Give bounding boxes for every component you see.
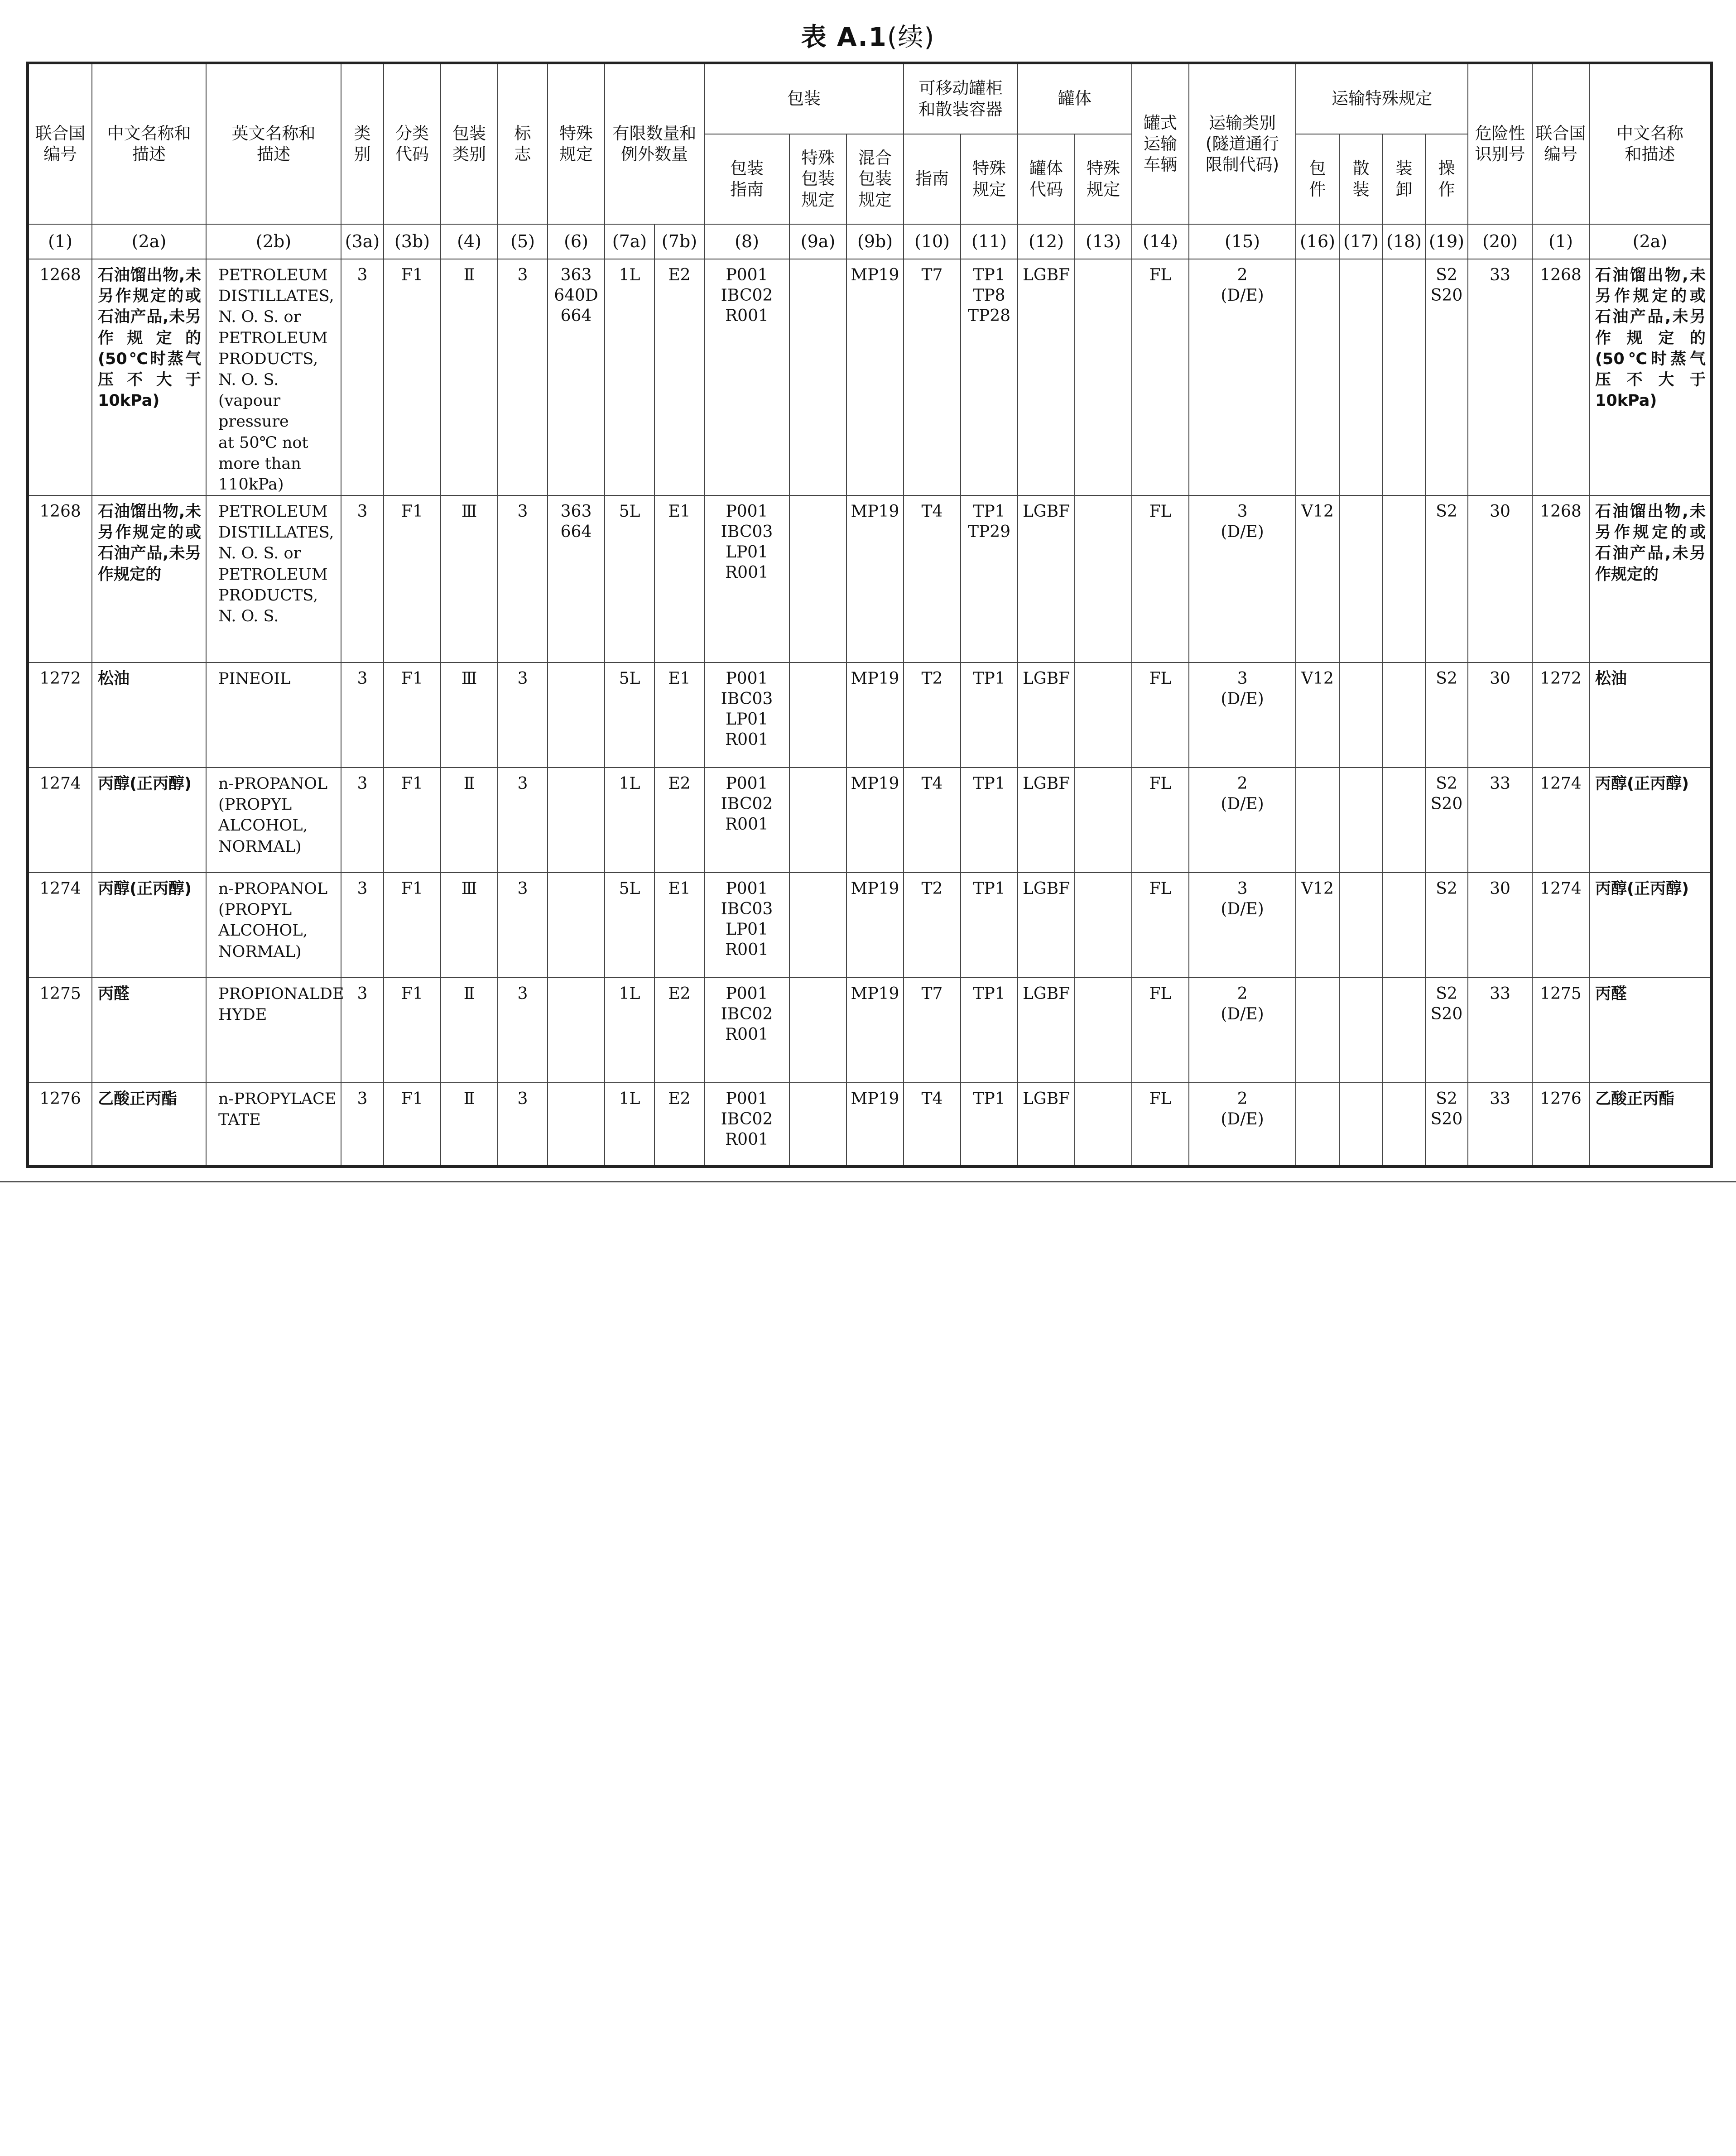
cell-classification-code: F1 (384, 1083, 441, 1167)
cell-un-number: 1272 (28, 663, 92, 768)
cell-transport-category: 2 (D/E) (1189, 1083, 1296, 1167)
cell-mixed-packing-provisions: MP19 (846, 768, 904, 873)
cell-portable-tank-instructions: T7 (904, 259, 961, 495)
cell-portable-tank-instructions: T2 (904, 873, 961, 978)
cell-portable-tank-provisions: TP1 TP8 TP28 (961, 259, 1018, 495)
cell-labels: 3 (498, 259, 548, 495)
cell-portable-tank-provisions: TP1 (961, 1083, 1018, 1167)
cell-packages-provision: V12 (1296, 495, 1339, 663)
cell-packing-group: Ⅲ (441, 495, 498, 663)
cell-chinese-name: 石油馏出物,未另作规定的或石油产品,未另作规定的(50℃时蒸气压不大于10kPa) (92, 259, 206, 495)
cell-chinese-name-right: 丙醇(正丙醇) (1589, 768, 1712, 873)
cell-transport-category: 2 (D/E) (1189, 259, 1296, 495)
cell-tank-vehicle: FL (1132, 495, 1189, 663)
header-hazard-id: 危险性 识别号 (1468, 63, 1532, 224)
cell-labels: 3 (498, 1083, 548, 1167)
cell-excepted-quantity: E1 (654, 873, 704, 978)
header-packaging-group: 包装 (704, 63, 904, 134)
cell-chinese-name-right: 石油馏出物,未另作规定的或石油产品,未另作规定的 (1589, 495, 1712, 663)
cell-packing-instructions: P001 IBC03 LP01 R001 (704, 873, 789, 978)
column-number-row (28, 224, 1712, 259)
cell-tank-special-provisions (1075, 259, 1132, 495)
cell-tank-vehicle: FL (1132, 873, 1189, 978)
cell-packing-instructions: P001 IBC03 LP01 R001 (704, 495, 789, 663)
cell-excepted-quantity: E2 (654, 978, 704, 1083)
column-number: (9b) (846, 224, 904, 259)
cell-labels: 3 (498, 873, 548, 978)
cell-special-provisions (548, 1083, 605, 1167)
cell-operation-provision: S2 (1425, 663, 1468, 768)
cell-portable-tank-provisions: TP1 TP29 (961, 495, 1018, 663)
cell-loading-provision (1383, 978, 1425, 1083)
cell-labels: 3 (498, 978, 548, 1083)
cell-class: 3 (341, 663, 384, 768)
header-tank-special-provisions: 特殊 规定 (1075, 134, 1132, 224)
cell-chinese-name: 丙醇(正丙醇) (92, 873, 206, 978)
cell-special-provisions (548, 663, 605, 768)
cell-portable-tank-provisions: TP1 (961, 663, 1018, 768)
column-number: (9a) (789, 224, 846, 259)
cell-tank-vehicle: FL (1132, 259, 1189, 495)
cell-class: 3 (341, 768, 384, 873)
cell-special-provisions (548, 873, 605, 978)
cell-mixed-packing-provisions: MP19 (846, 1083, 904, 1167)
cell-labels: 3 (498, 663, 548, 768)
cell-tank-code: LGBF (1018, 259, 1075, 495)
cell-packing-instructions: P001 IBC02 R001 (704, 978, 789, 1083)
cell-packages-provision: V12 (1296, 663, 1339, 768)
cell-operation-provision: S2 S20 (1425, 768, 1468, 873)
cell-packages-provision (1296, 259, 1339, 495)
cell-loading-provision (1383, 768, 1425, 873)
column-number: (6) (548, 224, 605, 259)
header-chinese-name-right: 中文名称 和描述 (1589, 63, 1712, 224)
cell-chinese-name: 石油馏出物,未另作规定的或石油产品,未另作规定的 (92, 495, 206, 663)
header-portable-tanks: 可移动罐柜 和散装容器 (904, 63, 1018, 134)
header-portable-special-provisions: 特殊 规定 (961, 134, 1018, 224)
table-row (28, 978, 1712, 1083)
cell-packing-instructions: P001 IBC03 LP01 R001 (704, 663, 789, 768)
header-operation: 操 作 (1425, 134, 1468, 224)
cell-portable-tank-provisions: TP1 (961, 873, 1018, 978)
table-body (28, 259, 1712, 1167)
cell-operation-provision: S2 (1425, 873, 1468, 978)
cell-hazard-id: 33 (1468, 1083, 1532, 1167)
header-portable-instructions: 指南 (904, 134, 961, 224)
cell-limited-quantity: 1L (605, 978, 654, 1083)
header-tank-vehicle: 罐式 运输 车辆 (1132, 63, 1189, 224)
cell-special-provisions: 363 664 (548, 495, 605, 663)
header-tank-code: 罐体 代码 (1018, 134, 1075, 224)
cell-special-provisions: 363 640D 664 (548, 259, 605, 495)
cell-packing-instructions: P001 IBC02 R001 (704, 768, 789, 873)
cell-un-number-right: 1272 (1532, 663, 1589, 768)
table-row (28, 1083, 1712, 1167)
cell-operation-provision: S2 S20 (1425, 1083, 1468, 1167)
cell-portable-tank-provisions: TP1 (961, 768, 1018, 873)
cell-un-number-right: 1276 (1532, 1083, 1589, 1167)
column-number: (13) (1075, 224, 1132, 259)
cell-chinese-name-right: 丙醇(正丙醇) (1589, 873, 1712, 978)
cell-transport-category: 3 (D/E) (1189, 873, 1296, 978)
cell-loading-provision (1383, 259, 1425, 495)
cell-tank-special-provisions (1075, 978, 1132, 1083)
table-row (28, 259, 1712, 495)
cell-un-number-right: 1268 (1532, 259, 1589, 495)
cell-un-number-right: 1274 (1532, 768, 1589, 873)
cell-packages-provision (1296, 978, 1339, 1083)
cell-special-packing-provisions (789, 978, 846, 1083)
cell-special-packing-provisions (789, 495, 846, 663)
table-row (28, 495, 1712, 663)
cell-transport-category: 3 (D/E) (1189, 663, 1296, 768)
cell-mixed-packing-provisions: MP19 (846, 873, 904, 978)
cell-tank-vehicle: FL (1132, 768, 1189, 873)
cell-loading-provision (1383, 1083, 1425, 1167)
cell-portable-tank-instructions: T4 (904, 1083, 961, 1167)
cell-limited-quantity: 5L (605, 873, 654, 978)
table-row (28, 873, 1712, 978)
cell-operation-provision: S2 S20 (1425, 259, 1468, 495)
header-special-provisions: 特殊 规定 (548, 63, 605, 224)
cell-portable-tank-instructions: T7 (904, 978, 961, 1083)
cell-tank-code: LGBF (1018, 1083, 1075, 1167)
header-packing-instructions: 包装 指南 (704, 134, 789, 224)
header-packages: 包 件 (1296, 134, 1339, 224)
cell-hazard-id: 33 (1468, 768, 1532, 873)
column-number: (10) (904, 224, 961, 259)
cell-hazard-id: 30 (1468, 873, 1532, 978)
cell-tank-code: LGBF (1018, 495, 1075, 663)
cell-bulk-provision (1339, 978, 1383, 1083)
cell-mixed-packing-provisions: MP19 (846, 978, 904, 1083)
cell-special-packing-provisions (789, 663, 846, 768)
cell-special-packing-provisions (789, 259, 846, 495)
table-row (28, 768, 1712, 873)
cell-un-number: 1268 (28, 495, 92, 663)
header-classification-code: 分类 代码 (384, 63, 441, 224)
cell-tank-special-provisions (1075, 873, 1132, 978)
cell-excepted-quantity: E2 (654, 259, 704, 495)
dangerous-goods-table (26, 62, 1713, 1168)
cell-english-name: PETROLEUM DISTILLATES, N. O. S. or PETROLEUM PRODUCTS, N. O. S. (vapour pressure at 50℃ not more than 110kPa) (206, 259, 341, 495)
table-title-suffix: (续) (887, 23, 935, 52)
column-number: (5) (498, 224, 548, 259)
cell-tank-vehicle: FL (1132, 978, 1189, 1083)
cell-classification-code: F1 (384, 663, 441, 768)
cell-loading-provision (1383, 495, 1425, 663)
table-title (0, 17, 1736, 53)
cell-un-number-right: 1275 (1532, 978, 1589, 1083)
column-number: (7a) (605, 224, 654, 259)
cell-bulk-provision (1339, 768, 1383, 873)
cell-excepted-quantity: E2 (654, 768, 704, 873)
cell-labels: 3 (498, 495, 548, 663)
cell-chinese-name-right: 乙酸正丙酯 (1589, 1083, 1712, 1167)
column-number: (2a) (92, 224, 206, 259)
cell-mixed-packing-provisions: MP19 (846, 663, 904, 768)
cell-class: 3 (341, 495, 384, 663)
cell-bulk-provision (1339, 495, 1383, 663)
column-number: (3b) (384, 224, 441, 259)
column-number: (15) (1189, 224, 1296, 259)
cell-portable-tank-instructions: T4 (904, 768, 961, 873)
cell-packing-group: Ⅲ (441, 873, 498, 978)
cell-packages-provision: V12 (1296, 873, 1339, 978)
cell-tank-special-provisions (1075, 663, 1132, 768)
column-number: (3a) (341, 224, 384, 259)
cell-english-name: n-PROPYLACE TATE (206, 1083, 341, 1167)
cell-special-provisions (548, 768, 605, 873)
header-un-number-right: 联合国 编号 (1532, 63, 1589, 224)
column-number: (20) (1468, 224, 1532, 259)
cell-un-number: 1274 (28, 768, 92, 873)
cell-class: 3 (341, 873, 384, 978)
cell-packing-group: Ⅲ (441, 663, 498, 768)
cell-packing-instructions: P001 IBC02 R001 (704, 1083, 789, 1167)
table-title-main: 表 A.1 (801, 23, 887, 52)
cell-class: 3 (341, 978, 384, 1083)
header-labels: 标 志 (498, 63, 548, 224)
cell-english-name: PROPIONALDE HYDE (206, 978, 341, 1083)
cell-english-name: n-PROPANOL (PROPYL ALCOHOL, NORMAL) (206, 768, 341, 873)
table-row (28, 663, 1712, 768)
cell-tank-code: LGBF (1018, 978, 1075, 1083)
cell-tank-code: LGBF (1018, 768, 1075, 873)
column-number: (19) (1425, 224, 1468, 259)
cell-tank-code: LGBF (1018, 663, 1075, 768)
cell-un-number: 1276 (28, 1083, 92, 1167)
cell-english-name: n-PROPANOL (PROPYL ALCOHOL, NORMAL) (206, 873, 341, 978)
header-packing-group: 包装 类别 (441, 63, 498, 224)
cell-tank-vehicle: FL (1132, 663, 1189, 768)
cell-loading-provision (1383, 663, 1425, 768)
cell-loading-provision (1383, 873, 1425, 978)
header-limited-quantities: 有限数量和 例外数量 (605, 63, 704, 224)
cell-un-number-right: 1274 (1532, 873, 1589, 978)
cell-limited-quantity: 5L (605, 663, 654, 768)
cell-un-number: 1268 (28, 259, 92, 495)
cell-limited-quantity: 5L (605, 495, 654, 663)
cell-mixed-packing-provisions: MP19 (846, 495, 904, 663)
column-number: (1) (28, 224, 92, 259)
cell-packages-provision (1296, 1083, 1339, 1167)
cell-tank-code: LGBF (1018, 873, 1075, 978)
cell-portable-tank-provisions: TP1 (961, 978, 1018, 1083)
header-english-name: 英文名称和 描述 (206, 63, 341, 224)
cell-labels: 3 (498, 768, 548, 873)
cell-classification-code: F1 (384, 978, 441, 1083)
cell-chinese-name-right: 松油 (1589, 663, 1712, 768)
column-number: (1) (1532, 224, 1589, 259)
cell-tank-special-provisions (1075, 768, 1132, 873)
header-bulk: 散 装 (1339, 134, 1383, 224)
cell-chinese-name-right: 丙醛 (1589, 978, 1712, 1083)
cell-hazard-id: 33 (1468, 259, 1532, 495)
cell-classification-code: F1 (384, 768, 441, 873)
column-number: (7b) (654, 224, 704, 259)
cell-transport-category: 3 (D/E) (1189, 495, 1296, 663)
cell-limited-quantity: 1L (605, 768, 654, 873)
column-number: (16) (1296, 224, 1339, 259)
cell-excepted-quantity: E2 (654, 1083, 704, 1167)
cell-hazard-id: 30 (1468, 495, 1532, 663)
cell-tank-special-provisions (1075, 495, 1132, 663)
column-number: (18) (1383, 224, 1425, 259)
cell-classification-code: F1 (384, 873, 441, 978)
cell-packing-instructions: P001 IBC02 R001 (704, 259, 789, 495)
cell-packing-group: Ⅱ (441, 978, 498, 1083)
cell-portable-tank-instructions: T2 (904, 663, 961, 768)
cell-un-number-right: 1268 (1532, 495, 1589, 663)
header-special-packing-provisions: 特殊 包装 规定 (789, 134, 846, 224)
header-class: 类 别 (341, 63, 384, 224)
page-bottom-rule (0, 1181, 1736, 1182)
cell-bulk-provision (1339, 663, 1383, 768)
cell-special-packing-provisions (789, 873, 846, 978)
column-number: (2a) (1589, 224, 1712, 259)
cell-english-name: PINEOIL (206, 663, 341, 768)
cell-tank-vehicle: FL (1132, 1083, 1189, 1167)
cell-classification-code: F1 (384, 495, 441, 663)
header-loading-unloading: 装 卸 (1383, 134, 1425, 224)
cell-excepted-quantity: E1 (654, 495, 704, 663)
cell-hazard-id: 30 (1468, 663, 1532, 768)
cell-chinese-name: 丙醇(正丙醇) (92, 768, 206, 873)
cell-chinese-name: 乙酸正丙酯 (92, 1083, 206, 1167)
cell-packing-group: Ⅱ (441, 768, 498, 873)
cell-packages-provision (1296, 768, 1339, 873)
cell-class: 3 (341, 1083, 384, 1167)
cell-mixed-packing-provisions: MP19 (846, 259, 904, 495)
cell-chinese-name: 丙醛 (92, 978, 206, 1083)
cell-tank-special-provisions (1075, 1083, 1132, 1167)
cell-packing-group: Ⅱ (441, 259, 498, 495)
cell-special-provisions (548, 978, 605, 1083)
column-number: (12) (1018, 224, 1075, 259)
cell-operation-provision: S2 S20 (1425, 978, 1468, 1083)
cell-portable-tank-instructions: T4 (904, 495, 961, 663)
cell-transport-category: 2 (D/E) (1189, 768, 1296, 873)
header-tank-group: 罐体 (1018, 63, 1132, 134)
cell-limited-quantity: 1L (605, 1083, 654, 1167)
cell-bulk-provision (1339, 1083, 1383, 1167)
header-un-number: 联合国 编号 (28, 63, 92, 224)
cell-class: 3 (341, 259, 384, 495)
cell-chinese-name: 松油 (92, 663, 206, 768)
cell-classification-code: F1 (384, 259, 441, 495)
cell-excepted-quantity: E1 (654, 663, 704, 768)
header-mixed-packing-provisions: 混合 包装 规定 (846, 134, 904, 224)
cell-un-number: 1275 (28, 978, 92, 1083)
cell-un-number: 1274 (28, 873, 92, 978)
cell-bulk-provision (1339, 259, 1383, 495)
cell-english-name: PETROLEUM DISTILLATES, N. O. S. or PETROLEUM PRODUCTS, N. O. S. (206, 495, 341, 663)
column-number: (2b) (206, 224, 341, 259)
header-special-transport-provisions: 运输特殊规定 (1296, 63, 1468, 134)
cell-hazard-id: 33 (1468, 978, 1532, 1083)
column-number: (4) (441, 224, 498, 259)
cell-special-packing-provisions (789, 768, 846, 873)
cell-transport-category: 2 (D/E) (1189, 978, 1296, 1083)
column-number: (17) (1339, 224, 1383, 259)
cell-bulk-provision (1339, 873, 1383, 978)
column-number: (8) (704, 224, 789, 259)
header-chinese-name: 中文名称和 描述 (92, 63, 206, 224)
cell-chinese-name-right: 石油馏出物,未另作规定的或石油产品,未另作规定的(50℃时蒸气压不大于10kPa) (1589, 259, 1712, 495)
cell-limited-quantity: 1L (605, 259, 654, 495)
column-number: (14) (1132, 224, 1189, 259)
cell-special-packing-provisions (789, 1083, 846, 1167)
header-transport-category: 运输类别 (隧道通行 限制代码) (1189, 63, 1296, 224)
cell-packing-group: Ⅱ (441, 1083, 498, 1167)
column-number: (11) (961, 224, 1018, 259)
cell-operation-provision: S2 (1425, 495, 1468, 663)
